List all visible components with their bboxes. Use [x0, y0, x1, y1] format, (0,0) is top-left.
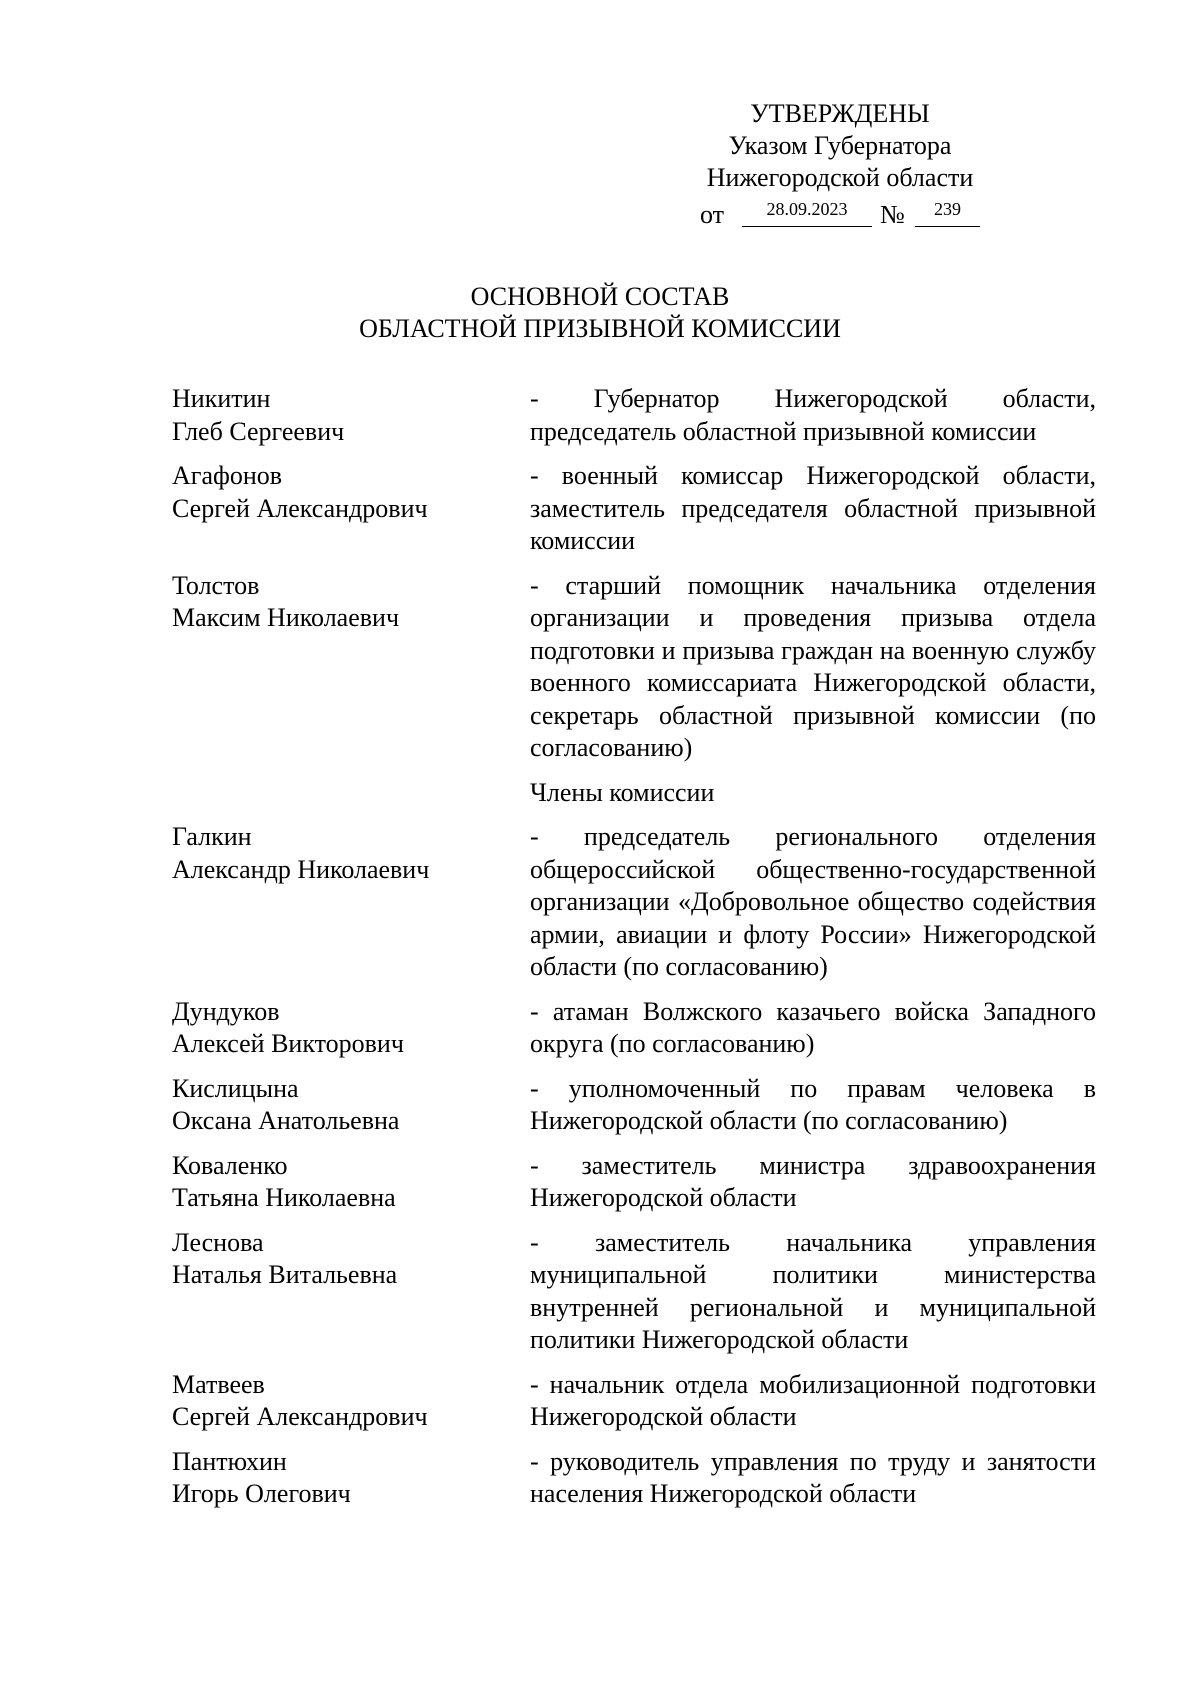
member-surname: Леснова	[172, 1227, 264, 1257]
member-given-name: Сергей Александрович	[172, 493, 428, 523]
member-given-name: Максим Николаевич	[172, 603, 400, 632]
member-row	[172, 460, 1096, 558]
member-name	[172, 570, 530, 765]
member-row	[172, 1369, 1096, 1434]
member-name	[172, 383, 530, 448]
number-sign: №	[880, 200, 905, 229]
member-given-name: Сергей Александрович	[172, 1402, 428, 1431]
approval-authority: Указом Губернатора	[728, 131, 952, 160]
member-given-name: Татьяна Николаевна	[172, 1183, 396, 1212]
member-role: - уполномоченный по правам человека в Нижегородской области (по согласованию)	[530, 1073, 1096, 1135]
member-given-name: Игорь Олегович	[172, 1479, 351, 1508]
member-surname: Агафонов	[172, 461, 283, 490]
member-surname: Толстов	[172, 570, 260, 600]
member-given-name: Глеб Сергеевич	[172, 416, 345, 446]
member-name	[172, 1150, 530, 1215]
member-given-name: Александр Николаевич	[172, 854, 430, 884]
member-role: - заместитель начальника управления муниципальной политики министерства внутренней региональной и муниципальной политики Нижегородской области	[530, 1227, 1096, 1354]
approval-region: Нижегородской области	[706, 163, 974, 192]
member-surname: Матвеев	[172, 1369, 265, 1399]
members-heading: Члены комиссии	[530, 777, 715, 807]
member-surname: Галкин	[172, 822, 252, 851]
member-surname: Пантюхин	[172, 1446, 287, 1476]
member-role: - председатель регионального отделения общероссийской общественно-государственной организации «Добровольное общество содействия армии, авиации и флоту России» Нижегородской области (по согласованию)	[530, 822, 1096, 981]
member-name	[172, 1073, 530, 1138]
member-given-name: Наталья Витальевна	[172, 1260, 398, 1289]
member-row	[172, 1227, 1096, 1357]
member-role: - старший помощник начальника отделения организации и проведения призыва отдела подготовки и призыва граждан на военную службу военного комиссариата Нижегородской области, секретарь областной призывной комиссии (по согласованию)	[530, 570, 1096, 762]
member-name	[172, 821, 530, 984]
member-given-name: Алексей Викторович	[172, 1029, 404, 1058]
member-role: - атаман Волжского казачьего войска Западного округа (по согласованию)	[530, 996, 1096, 1058]
member-name	[172, 1446, 530, 1511]
member-name	[172, 460, 530, 558]
member-row	[172, 1073, 1096, 1138]
approval-block	[690, 98, 990, 194]
member-given-name: Оксана Анатольевна	[172, 1106, 400, 1135]
member-surname: Кислицына	[172, 1073, 299, 1103]
member-name	[172, 996, 530, 1061]
member-row	[172, 383, 1096, 448]
member-row	[172, 821, 1096, 984]
decree-number: 239	[915, 196, 980, 227]
date-prefix: от	[700, 200, 725, 229]
member-role: - военный комиссар Нижегородской области, заместитель председателя областной призывной комиссии	[530, 461, 1096, 555]
commission-list	[172, 383, 1096, 1523]
member-surname: Коваленко	[172, 1150, 288, 1180]
member-surname: Дундуков	[172, 996, 280, 1026]
member-row	[172, 1446, 1096, 1511]
decree-date: 28.09.2023	[742, 196, 872, 227]
approval-stamp-title: УТВЕРЖДЕНЫ	[750, 99, 930, 128]
document-title	[0, 281, 1200, 345]
member-role: - начальник отдела мобилизационной подготовки Нижегородской области	[530, 1369, 1096, 1431]
title-line-2: ОБЛАСТНОЙ ПРИЗЫВНОЙ КОМИССИИ	[359, 314, 841, 343]
member-surname: Никитин	[172, 384, 271, 413]
member-name	[172, 1227, 530, 1357]
member-row	[172, 996, 1096, 1061]
member-row	[172, 1150, 1096, 1215]
decree-reference	[700, 196, 1000, 230]
member-role: - заместитель министра здравоохранения Нижегородской области	[530, 1150, 1096, 1212]
member-role: - руководитель управления по труду и занятости населения Нижегородской области	[530, 1446, 1096, 1508]
member-role: - Губернатор Нижегородской области, председатель областной призывной комиссии	[530, 384, 1096, 446]
member-row	[172, 570, 1096, 765]
title-line-1: ОСНОВНОЙ СОСТАВ	[470, 282, 730, 311]
member-name	[172, 1369, 530, 1434]
